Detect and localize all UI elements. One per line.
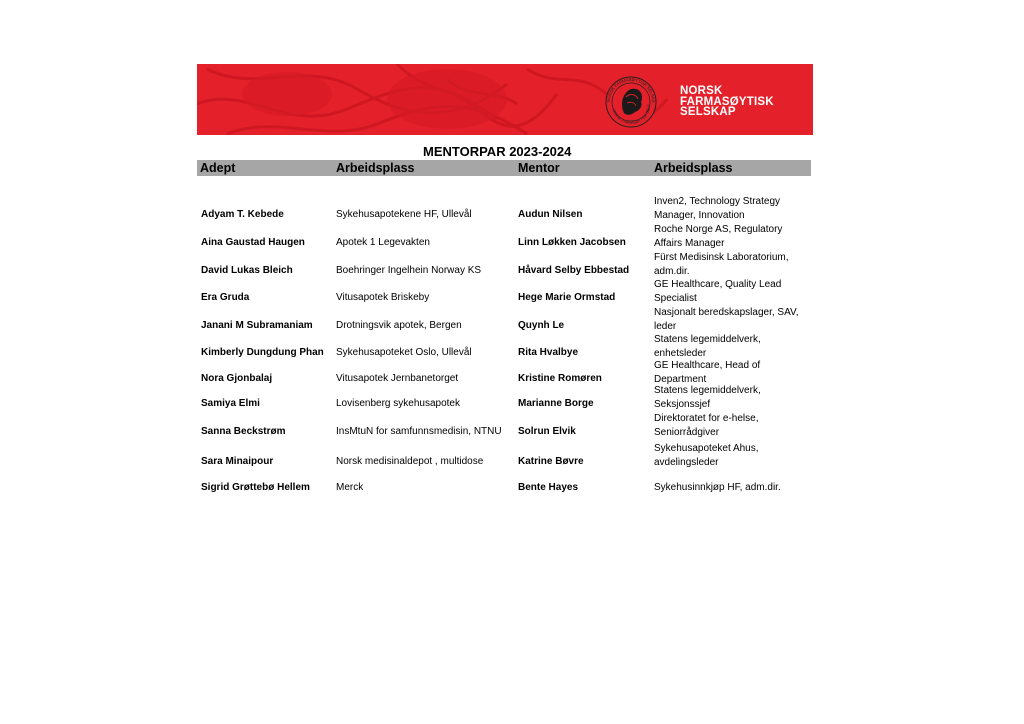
mentor-workplace-line: GE Healthcare, Quality Lead (654, 279, 782, 290)
mentor-workplace-line: Affairs Manager (654, 237, 725, 249)
mentor-workplace-line: Sykehusinnkjøp HF, adm.dir. (654, 482, 781, 493)
mentor-name: Hege Marie Ormstad (518, 292, 616, 303)
org-name-line-2: FARMASØYTISK (680, 95, 774, 108)
seal-text-top: NORSK FARMASØYTISK SELSKA (605, 76, 657, 103)
adept-name: Sigrid Grøttebø Hellem (201, 482, 310, 493)
mentor-workplace-line: adm.dir. (654, 265, 690, 277)
mentor-workplace-line: Nasjonalt beredskapslager, SAV, (654, 307, 799, 318)
adept-name: Adyam T. Kebede (201, 209, 284, 220)
adept-name: David Lukas Bleich (201, 265, 293, 276)
mentor-name: Kristine Romøren (518, 373, 602, 384)
mentor-name: Audun Nilsen (518, 209, 583, 220)
mentor-workplace-line: Department (654, 373, 707, 385)
adept-name: Era Gruda (201, 292, 250, 303)
adept-workplace: Drotningsvik apotek, Bergen (336, 320, 462, 331)
mentor-workplace-line: Direktoratet for e-helse, (654, 413, 759, 424)
mentor-workplace-line: Seniorrådgiver (654, 426, 720, 438)
column-header-adept-workplace: Arbeidsplass (336, 161, 415, 175)
mentor-workplace-line: enhetsleder (654, 347, 707, 359)
adept-workplace: Sykehusapoteket Oslo, Ullevål (336, 347, 472, 358)
page-title: MENTORPAR 2023-2024 (423, 144, 572, 159)
organization-name (680, 86, 810, 118)
mentor-workplace-line: Specialist (654, 292, 697, 304)
mentor-workplace-line: Inven2, Technology Strategy (654, 196, 781, 207)
mentor-name: Quynh Le (518, 320, 565, 331)
org-name-line-1: NORSK (680, 85, 723, 97)
mentor-name: Katrine Bøvre (518, 456, 584, 467)
column-header-adept: Adept (200, 161, 236, 175)
mentor-workplace-line: Statens legemiddelverk, (654, 334, 761, 345)
adept-workplace: Vitusapotek Jernbanetorget (336, 373, 459, 384)
society-seal-logo (600, 75, 662, 129)
mentor-workplace-line: GE Healthcare, Head of (654, 360, 761, 371)
table-header-row (197, 160, 811, 176)
adept-name: Sara Minaipour (201, 456, 274, 467)
adept-name: Janani M Subramaniam (201, 320, 313, 331)
mentor-workplace-line: Roche Norge AS, Regulatory (654, 224, 783, 235)
column-header-mentor-workplace: Arbeidsplass (654, 161, 733, 175)
mentor-name: Solrun Elvik (518, 426, 576, 437)
adept-workplace: InsMtuN for samfunnsmedisin, NTNU (336, 426, 502, 437)
adept-name: Nora Gjonbalaj (201, 373, 273, 384)
adept-workplace: Lovisenberg sykehusapotek (336, 398, 460, 409)
mentor-name: Linn Løkken Jacobsen (518, 237, 626, 248)
adept-workplace: Apotek 1 Legevakten (336, 237, 430, 248)
adept-workplace: Merck (336, 482, 364, 493)
mentor-workplace-line: Sykehusapoteket Ahus, (654, 443, 759, 454)
adept-workplace: Vitusapotek Briskeby (336, 292, 430, 303)
org-name-line-3: SELSKAP (680, 106, 736, 118)
mentor-name: Marianne Borge (518, 398, 594, 409)
mentor-workplace-line: Seksjonssjef (654, 398, 711, 410)
adept-name: Samiya Elmi (201, 398, 260, 409)
adept-name: Kimberly Dungdung Phan (201, 347, 324, 358)
column-header-mentor: Mentor (518, 161, 560, 175)
mentor-name: Bente Hayes (518, 482, 579, 493)
adept-workplace: Norsk medisinaldepot , multidose (336, 456, 484, 467)
mentor-workplace-line: avdelingsleder (654, 456, 719, 468)
mentor-workplace-line: Manager, Innovation (654, 209, 745, 221)
mentor-name: Håvard Selby Ebbestad (518, 265, 630, 276)
mentor-workplace-line: Fürst Medisinsk Laboratorium, (654, 252, 789, 263)
mentor-name: Rita Hvalbye (518, 347, 579, 358)
adept-workplace: Sykehusapotekene HF, Ullevål (336, 209, 472, 220)
adept-workplace: Boehringer Ingelhein Norway KS (336, 265, 482, 276)
seal-text-bottom: NORSK FARMASØYTISK SELS (611, 104, 652, 126)
mentor-workplace-line: leder (654, 320, 677, 332)
adept-name: Sanna Beckstrøm (201, 426, 286, 437)
adept-name: Aina Gaustad Haugen (201, 237, 305, 248)
mentor-workplace-line: Statens legemiddelverk, (654, 385, 761, 396)
